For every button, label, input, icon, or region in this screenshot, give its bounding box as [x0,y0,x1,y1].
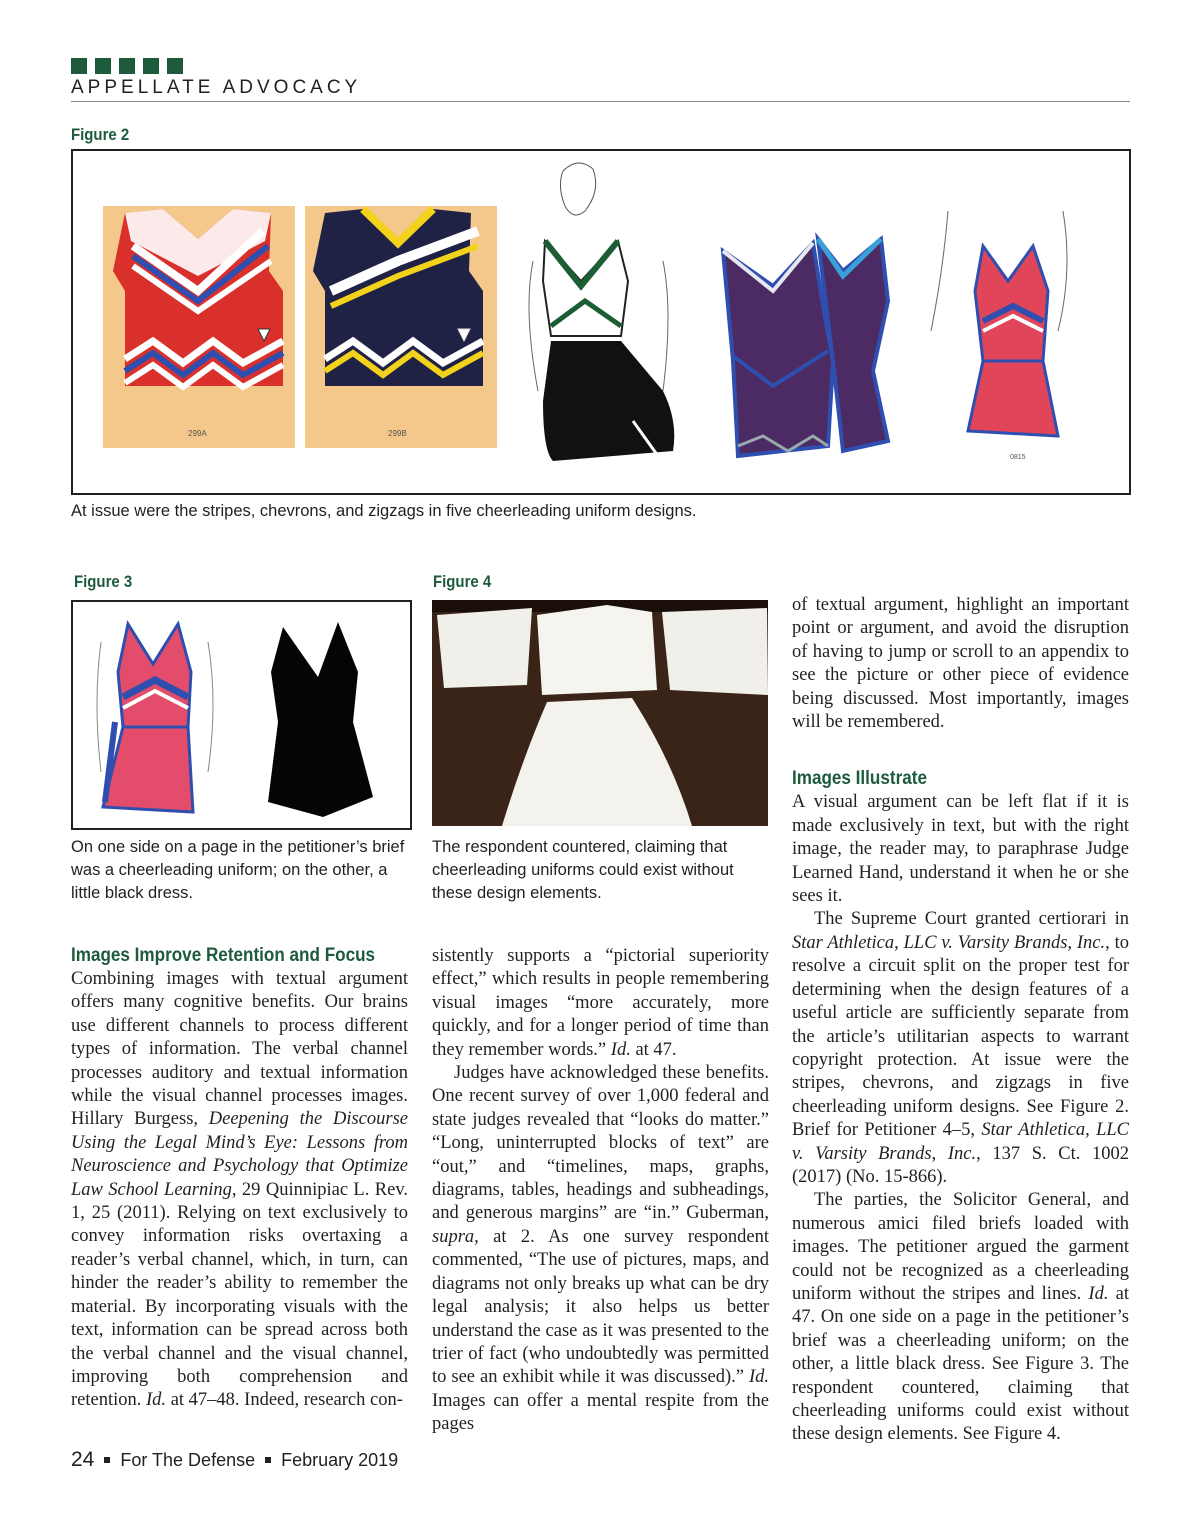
figure-3-image [71,600,412,830]
figure-3-caption: On one side on a page in the petitioner’s brief was a cheerleading uniform; on the other, a little black dress. [71,838,405,902]
figure-3-black-dress [268,622,373,817]
section-title: APPELLATE ADVOCACY [71,77,362,98]
section-logo-squares [71,58,183,74]
uniform-5-sketch [931,211,1067,461]
figure-2-caption: At issue were the stripes, chevrons, and zigzags in five cheerleading uniform designs. [71,502,697,520]
issue-date: February 2019 [281,1449,399,1470]
heading-images-illustrate: Images Illustrate [792,768,927,790]
column-3-paragraph-2: A visual argument can be left flat if it is made exclusively in text, but with the right image, the reader may, to paraphrase Judge Learned Hand, understand it when he or she sees it. [792,792,1129,907]
figure-3-uniform-vs-dress [73,602,410,828]
page-number: 24 [71,1448,95,1471]
figure-4-image [432,600,768,826]
figure-3-cheer-uniform [97,624,213,812]
column-1-paragraph: Combining images with textual argument offers many cognitive benefits. Our brains use different channels to process different types of information. The verbal channel processes auditory and textual information while the visual channel processes images. Hillary Burgess, Deepening the Discourse Using the Legal Mind’s Eye: Lessons from Neuroscience and Psychology that Optimize Law School Learning, 29 Quinnipiac L. Rev. 1, 25 (2011). Relying on text exclusively to convey information risks overtaxing a reader’s verbal channel, which, in turn, can hinder the reader’s ability to remember the material. By incorporating visuals with the text, information can be spread across both the verbal channel and the visual channel, improving both comprehension and retention. Id. at 47–48. Indeed, research con- [71,969,408,1411]
uniform-4-sketch [723,239,888,456]
body-column-1 [71,944,408,1413]
page-footer [71,1448,398,1472]
column-2-paragraph-1: sistently supports a “pictorial superiority effect,” which results in people remembering visual images “more accurately, more quickly, and for a longer period of time than they remember words.” Id. at 47. [432,946,769,1060]
figure-2-image [71,149,1131,495]
figure-3-label: Figure 3 [74,572,133,591]
footer-separator [104,1457,110,1463]
uniform-2-tag: 299B [388,429,407,438]
figure-2-uniforms-illustration [73,151,1129,493]
figure-2-label: Figure 2 [71,125,130,144]
figure-4-caption: The respondent countered, claiming that cheerleading uniforms could exist without these design elements. [432,838,734,902]
uniform-5-tag: 0815 [1010,454,1026,461]
uniform-1-tag: 299A [188,429,207,438]
footer-separator [265,1457,271,1463]
figure-4-plain-uniforms-photo [432,600,768,826]
header-rule [71,101,1130,102]
column-3-paragraph-4: The parties, the Solicitor General, and numerous amici filed briefs loaded with images. The petitioner argued the garment could not be recognized as a cheerleading uniform without the stripes and lines. Id. at 47. On one side on a page in the petitioner’s brief was a cheerleading uniform; on the other, a little black dress. See Figure 3. The respondent countered, claiming that cheerleading uniforms could exist without these design elements. See Figure 4. [792,1190,1130,1445]
figure-4-label: Figure 4 [433,572,492,591]
column-3-paragraph-3: The Supreme Court granted certiorari in Star Athletica, LLC v. Varsity Brands, Inc., to resolve a circuit split on the proper test for determining when the design features of a useful article are sufficiently separate from the article’s utilitarian aspects to warrant copyright protection. At issue were the stripes, chevrons, and zigzags in five cheerleading uniform designs. See Figure 2. Brief for Petitioner 4–5, Star Athletica, LLC v. Varsity Brands, Inc., 137 S. Ct. 1002 (2017) (No. 15-866). [792,909,1129,1187]
body-column-3 [792,594,1129,1447]
publication-name: For The Defense [120,1449,256,1470]
column-3-paragraph-1: of textual argument, highlight an important point or argument, and avoid the disruption of having to jump or scroll to an appendix to see the picture or other piece of evidence being discussed. Most importantly, images will be remembered. [792,595,1129,733]
column-2-paragraph-2: Judges have acknowledged these benefits. One recent survey of over 1,000 federal and state judges revealed that “looks do matter.” “Long, uninterrupted blocks of text” are “out,” and “timelines, maps, graphs, diagrams, tables, headings and subheadings, and generous margins” are “in.” Guberman, supra, at 2. As one survey respondent commented, “The use of pictures, maps, and diagrams not only breaks up what can be dry legal analysis; it also helps us better understand the case as it was presented to the trier of fact (who undoubtedly was permitted to see an exhibit while it was discussed).” Id. Images can offer a mental respite from the pages [432,1063,769,1435]
uniform-3-sketch [529,163,674,461]
heading-retention-focus: Images Improve Retention and Focus [71,945,376,966]
body-column-2 [432,945,769,1437]
